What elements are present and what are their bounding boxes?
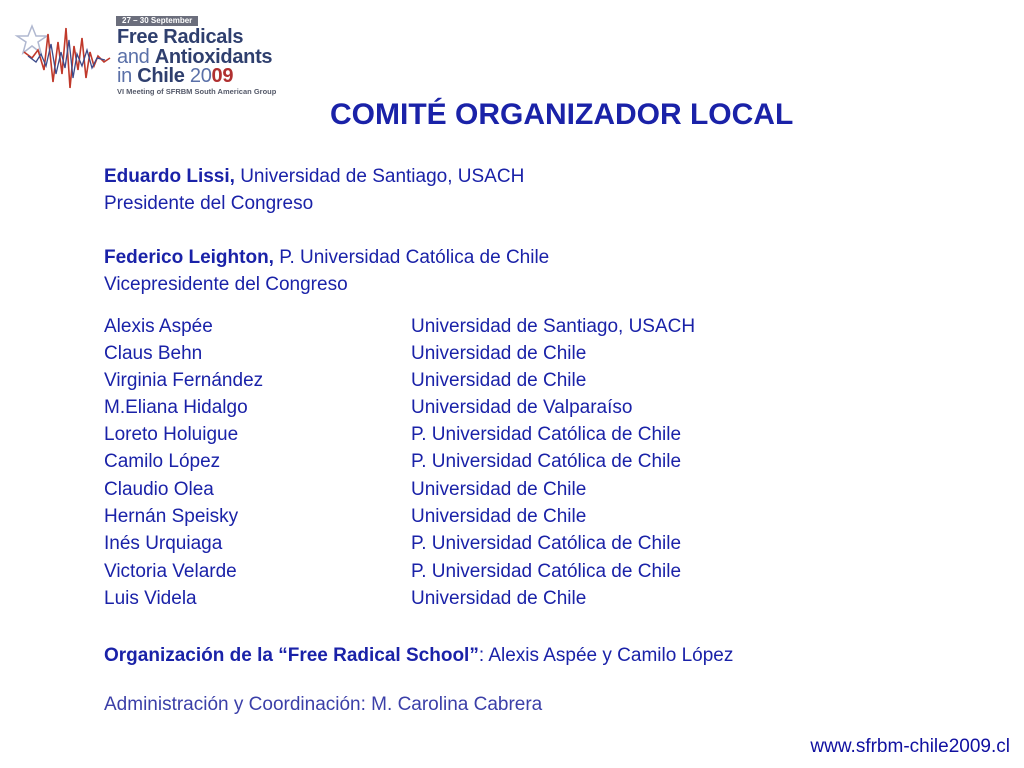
member-affiliation: Universidad de Chile [411,479,587,500]
member-affiliation: P. Universidad Católica de Chile [411,451,682,472]
member-row [104,397,804,419]
member-name: Victoria Velarde [104,561,237,582]
member-affiliation: Universidad de Chile [411,588,587,609]
logo-date-badge: 27 – 30 September [116,16,198,26]
member-row [104,424,804,446]
vicepresident-name: Federico Leighton, [104,247,274,268]
member-affiliation: Universidad de Chile [411,506,587,527]
vicepresident-line [104,247,549,269]
president-name: Eduardo Lissi, [104,166,235,187]
star-wave-icon [10,12,120,100]
vicepresident-role: Vicepresidente del Congreso [104,274,348,295]
member-affiliation: Universidad de Chile [411,370,587,391]
conference-logo [10,12,300,100]
member-row [104,479,804,501]
school-label: Organización de la “Free Radical School” [104,645,479,666]
member-row [104,370,804,392]
administration-line: Administración y Coordinación: M. Carolina Cabrera [104,694,543,715]
member-affiliation: Universidad de Santiago, USACH [411,316,696,337]
member-row [104,506,804,528]
page-title: COMITÉ ORGANIZADOR LOCAL [330,98,794,131]
member-name: Hernán Speisky [104,506,239,527]
logo-subtitle: VI Meeting of SFRBM South American Group [117,87,277,96]
member-name: Virginia Fernández [104,370,264,391]
member-name: Loreto Holuigue [104,424,239,445]
logo-line-1: Free Radicals [117,26,244,48]
school-line [104,645,733,667]
member-row [104,343,804,365]
member-row [104,451,804,473]
member-affiliation: P. Universidad Católica de Chile [411,561,682,582]
member-row [104,316,804,338]
president-affiliation: Universidad de Santiago, USACH [234,166,525,187]
member-affiliation: Universidad de Valparaíso [411,397,633,418]
member-name: Claudio Olea [104,479,214,500]
member-name: Luis Videla [104,588,197,609]
president-role: Presidente del Congreso [104,193,314,214]
member-name: Inés Urquiaga [104,533,223,554]
vicepresident-affiliation: P. Universidad Católica de Chile [273,247,550,268]
member-name: Camilo López [104,451,221,472]
website-link[interactable]: www.sfrbm-chile2009.cl [810,736,1010,757]
logo-line-3: in Chile 2009 [117,65,234,87]
member-affiliation: P. Universidad Católica de Chile [411,424,682,445]
member-row [104,588,804,610]
member-name: Claus Behn [104,343,203,364]
logo-line-2: and Antioxidants [117,46,273,68]
president-line [104,166,524,188]
school-names: Alexis Aspée y Camilo López [484,645,734,666]
member-row [104,533,804,555]
member-affiliation: P. Universidad Católica de Chile [411,533,682,554]
member-name: M.Eliana Hidalgo [104,397,248,418]
member-affiliation: Universidad de Chile [411,343,587,364]
school-colon: : [478,645,485,666]
member-row [104,561,804,583]
member-name: Alexis Aspée [104,316,213,337]
